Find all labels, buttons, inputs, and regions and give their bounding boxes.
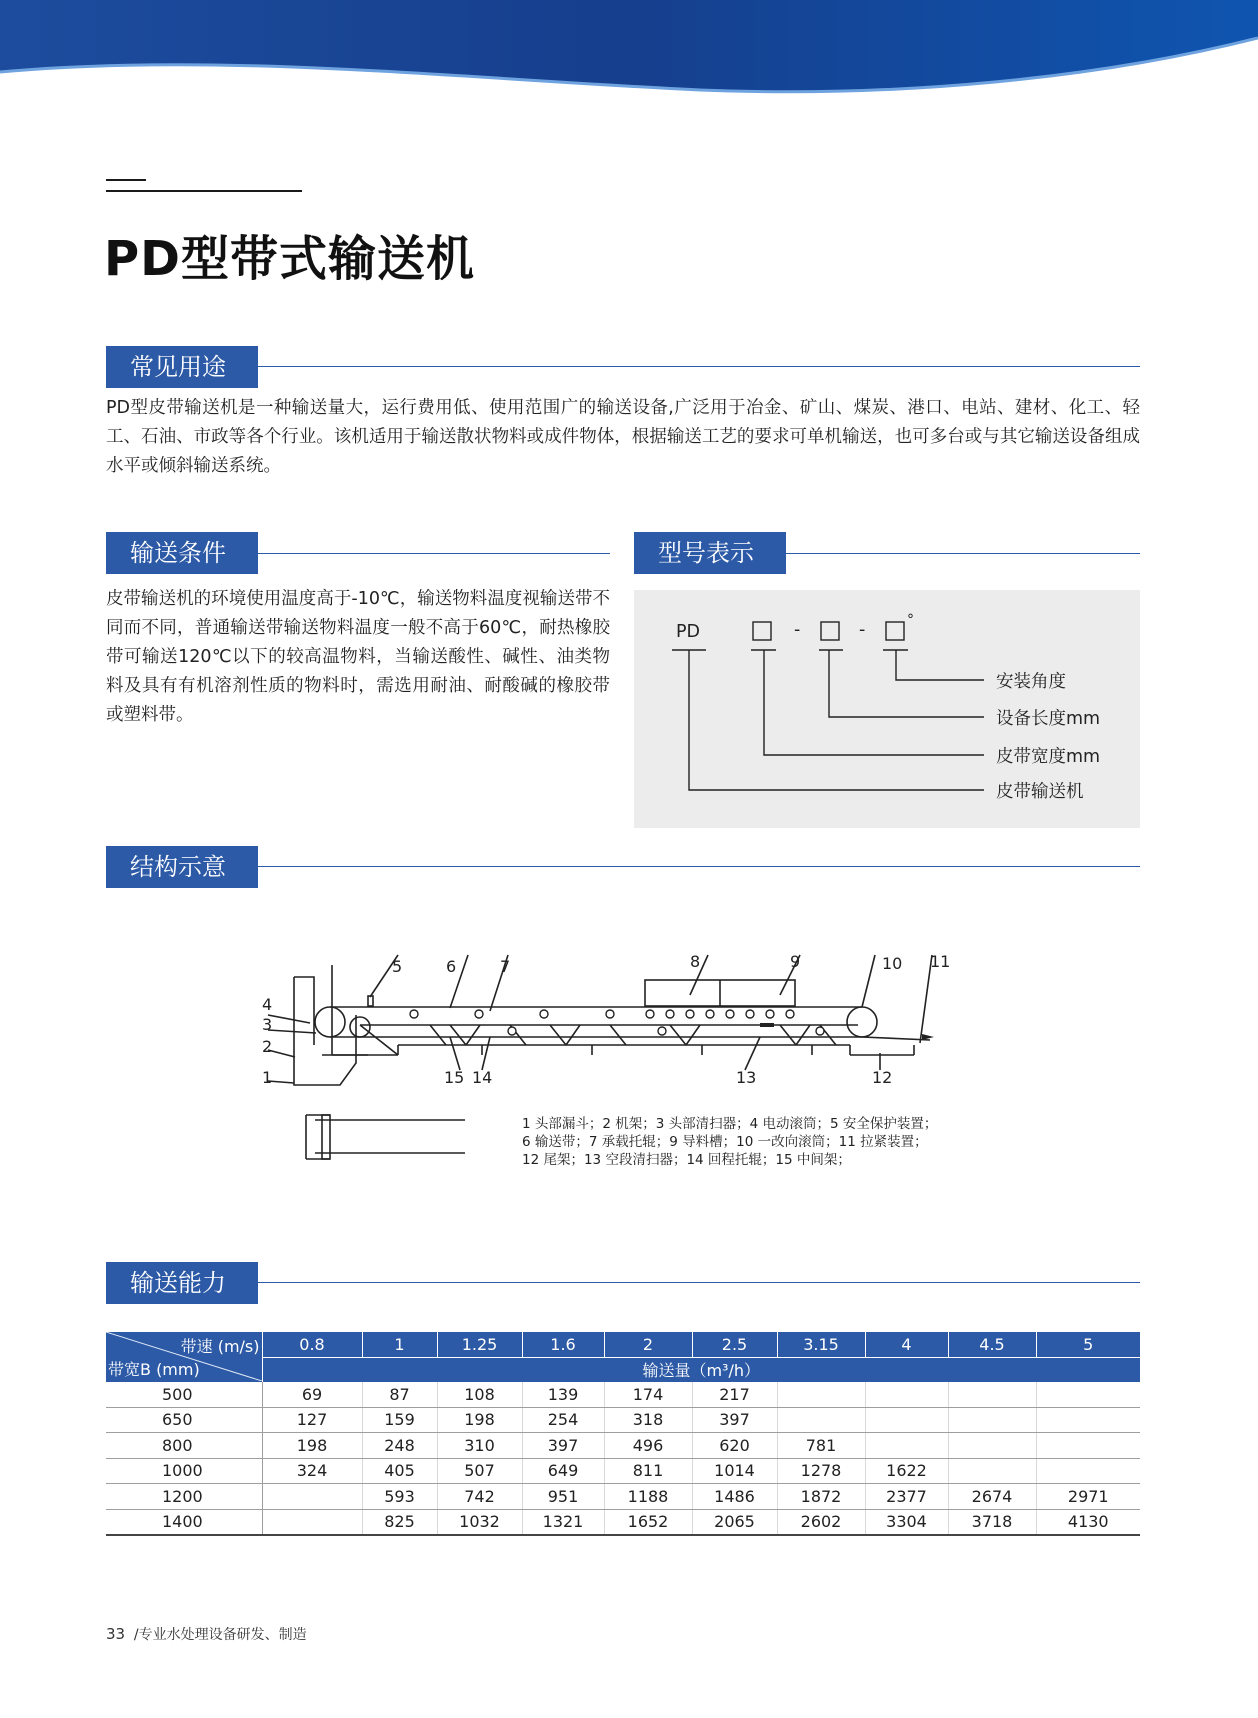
model-prefix: PD: [676, 622, 701, 642]
conditions-paragraph: 皮带输送机的环境使用温度高于-10℃，输送物料温度视输送带不同而不同，普通输送带输送物料温度一般不高于60℃，耐热橡胶带可输送120℃以下的较高温物料，当输送酸性、碱性、油类物料及具有有机溶剂性质的物料时，需选用耐油、耐酸碱的橡胶带或塑料带。: [106, 589, 610, 725]
title-rule-accent: [106, 179, 146, 181]
table-cell: [777, 1407, 865, 1433]
model-dash-2: -: [859, 620, 866, 640]
belt-width-cell: 1000: [106, 1458, 262, 1484]
table-cell: [262, 1484, 362, 1510]
footer-text: /专业水处理设备研发、制造: [133, 1627, 307, 1643]
part-number-8: 8: [690, 952, 701, 971]
legend-line: 12 尾架；13 空段清扫器；14 回程托辊；15 中间架；: [522, 1152, 851, 1168]
part-number-2: 2: [262, 1037, 273, 1056]
table-cell: 496: [604, 1433, 692, 1459]
part-number-5: 5: [392, 957, 403, 976]
section-label-capacity: 输送能力: [106, 1262, 258, 1304]
section-line-usage: [258, 366, 1140, 367]
speed-cell: 0.8: [262, 1332, 362, 1357]
belt-width-cell: 800: [106, 1433, 262, 1459]
capacity-header-speeds: [106, 1332, 1140, 1357]
table-cell: [1036, 1407, 1140, 1433]
part-number-10: 10: [882, 954, 903, 973]
table-cell: [948, 1458, 1036, 1484]
part-number-12: 12: [872, 1068, 893, 1087]
table-cell: 324: [262, 1458, 362, 1484]
speed-cell: 4.5: [948, 1332, 1036, 1357]
belt-width-cell: 500: [106, 1382, 262, 1407]
legend-line: 1 头部漏斗；2 机架；3 头部清扫器；4 电动滚筒；5 安全保护装置；: [522, 1116, 938, 1132]
table-cell: 951: [522, 1484, 604, 1510]
belt-width-cell: 1200: [106, 1484, 262, 1510]
model-label-length: 设备长度mm: [996, 709, 1101, 729]
table-cell: 1014: [692, 1458, 777, 1484]
part-number-7: 7: [500, 957, 511, 976]
part-number-9: 9: [790, 952, 801, 971]
table-cell: [865, 1382, 948, 1407]
table-cell: 2971: [1036, 1484, 1140, 1510]
capacity-table-wrap: [106, 1332, 1140, 1536]
table-cell: 4130: [1036, 1509, 1140, 1535]
table-cell: 405: [362, 1458, 437, 1484]
part-number-11: 11: [930, 952, 951, 971]
capacity-table: [106, 1332, 1140, 1536]
table-cell: 198: [262, 1433, 362, 1459]
table-cell: 825: [362, 1509, 437, 1535]
section-label-usage: 常见用途: [106, 346, 258, 388]
table-cell: [1036, 1433, 1140, 1459]
legend-line: 6 输送带；7 承载托辊；9 导料槽；10 一改向滚筒；11 拉紧装置；: [522, 1134, 928, 1150]
model-label-belt-width: 皮带宽度mm: [996, 747, 1101, 767]
table-cell: 217: [692, 1382, 777, 1407]
model-designation-box: [634, 590, 1140, 828]
table-cell: 649: [522, 1458, 604, 1484]
part-number-3: 3: [262, 1015, 273, 1034]
part-number-14: 14: [472, 1068, 493, 1087]
table-cell: 2065: [692, 1509, 777, 1535]
page-footer: [106, 1624, 307, 1644]
table-cell: 248: [362, 1433, 437, 1459]
speed-cell: 2.5: [692, 1332, 777, 1357]
table-cell: 2674: [948, 1484, 1036, 1510]
table-cell: [777, 1382, 865, 1407]
top-banner: [0, 0, 1258, 110]
table-cell: 2602: [777, 1509, 865, 1535]
table-cell: 174: [604, 1382, 692, 1407]
table-row: [106, 1484, 1140, 1510]
title-rule: [106, 190, 302, 192]
belt-width-cell: 1400: [106, 1509, 262, 1535]
table-cell: [1036, 1458, 1140, 1484]
table-cell: 108: [437, 1382, 522, 1407]
table-cell: 1278: [777, 1458, 865, 1484]
table-cell: 198: [437, 1407, 522, 1433]
width-axis-label: 带宽B (mm): [108, 1360, 200, 1379]
section-label-structure: 结构示意: [106, 846, 258, 888]
speed-cell: 1.6: [522, 1332, 604, 1357]
model-dash-1: -: [794, 620, 801, 640]
table-cell: [948, 1382, 1036, 1407]
section-line-model: [786, 553, 1140, 554]
table-cell: [865, 1433, 948, 1459]
table-row: [106, 1458, 1140, 1484]
speed-cell: 4: [865, 1332, 948, 1357]
table-cell: 3718: [948, 1509, 1036, 1535]
table-cell: 781: [777, 1433, 865, 1459]
table-cell: [948, 1407, 1036, 1433]
usage-paragraph: PD型皮带输送机是一种输送量大，运行费用低、使用范围广的输送设备,广泛用于冶金、矿山、煤炭、港口、电站、建材、化工、轻工、石油、市政等各个行业。该机适用于输送散状物料或成件物体，根据输送工艺的要求可单机输送，也可多台或与其它输送设备组成水平或倾斜输送系统。: [106, 398, 1140, 476]
page-title: PD型带式输送机: [104, 231, 476, 287]
volume-label: 输送量（m³/h）: [262, 1357, 1140, 1382]
table-cell: 127: [262, 1407, 362, 1433]
table-cell: 811: [604, 1458, 692, 1484]
table-cell: 507: [437, 1458, 522, 1484]
section-label-model: 型号表示: [634, 532, 786, 574]
table-cell: 318: [604, 1407, 692, 1433]
table-cell: 397: [692, 1407, 777, 1433]
table-cell: 3304: [865, 1509, 948, 1535]
table-cell: 397: [522, 1433, 604, 1459]
table-cell: 139: [522, 1382, 604, 1407]
section-line-structure: [258, 866, 1140, 867]
speed-axis-label: 带速 (m/s): [180, 1337, 260, 1356]
section-line-conditions: [258, 553, 610, 554]
table-cell: [865, 1407, 948, 1433]
part-number-4: 4: [262, 995, 273, 1014]
table-cell: 1321: [522, 1509, 604, 1535]
table-row: [106, 1407, 1140, 1433]
speed-cell: 1.25: [437, 1332, 522, 1357]
table-cell: 593: [362, 1484, 437, 1510]
speed-cell: 2: [604, 1332, 692, 1357]
table-cell: [262, 1509, 362, 1535]
table-cell: [948, 1433, 1036, 1459]
table-cell: [1036, 1382, 1140, 1407]
part-number-6: 6: [446, 957, 457, 976]
table-cell: 620: [692, 1433, 777, 1459]
model-degree-sign: °: [907, 612, 914, 628]
table-cell: 1652: [604, 1509, 692, 1535]
table-cell: 2377: [865, 1484, 948, 1510]
table-cell: 254: [522, 1407, 604, 1433]
table-cell: 1872: [777, 1484, 865, 1510]
capacity-corner-cell: [106, 1332, 262, 1382]
speed-cell: 1: [362, 1332, 437, 1357]
table-cell: 1486: [692, 1484, 777, 1510]
page-number: 33: [106, 1625, 126, 1643]
table-cell: 159: [362, 1407, 437, 1433]
table-cell: 1622: [865, 1458, 948, 1484]
table-row: [106, 1433, 1140, 1459]
table-cell: 87: [362, 1382, 437, 1407]
table-row: [106, 1382, 1140, 1407]
table-cell: 1188: [604, 1484, 692, 1510]
table-cell: 1032: [437, 1509, 522, 1535]
speed-cell: 5: [1083, 1334, 1094, 1354]
section-label-conditions: 输送条件: [106, 532, 258, 574]
table-row: [106, 1509, 1140, 1535]
belt-width-cell: 650: [106, 1407, 262, 1433]
speed-cell: 3.15: [777, 1332, 865, 1357]
table-cell: 742: [437, 1484, 522, 1510]
part-number-15: 15: [444, 1068, 465, 1087]
table-cell: 310: [437, 1433, 522, 1459]
section-line-capacity: [258, 1282, 1140, 1283]
model-label-conveyor: 皮带输送机: [996, 782, 1084, 802]
part-number-13: 13: [736, 1068, 757, 1087]
part-number-1: 1: [262, 1068, 273, 1087]
table-cell: 69: [262, 1382, 362, 1407]
structure-legend: [522, 1115, 1002, 1169]
model-label-angle: 安装角度: [996, 672, 1066, 692]
